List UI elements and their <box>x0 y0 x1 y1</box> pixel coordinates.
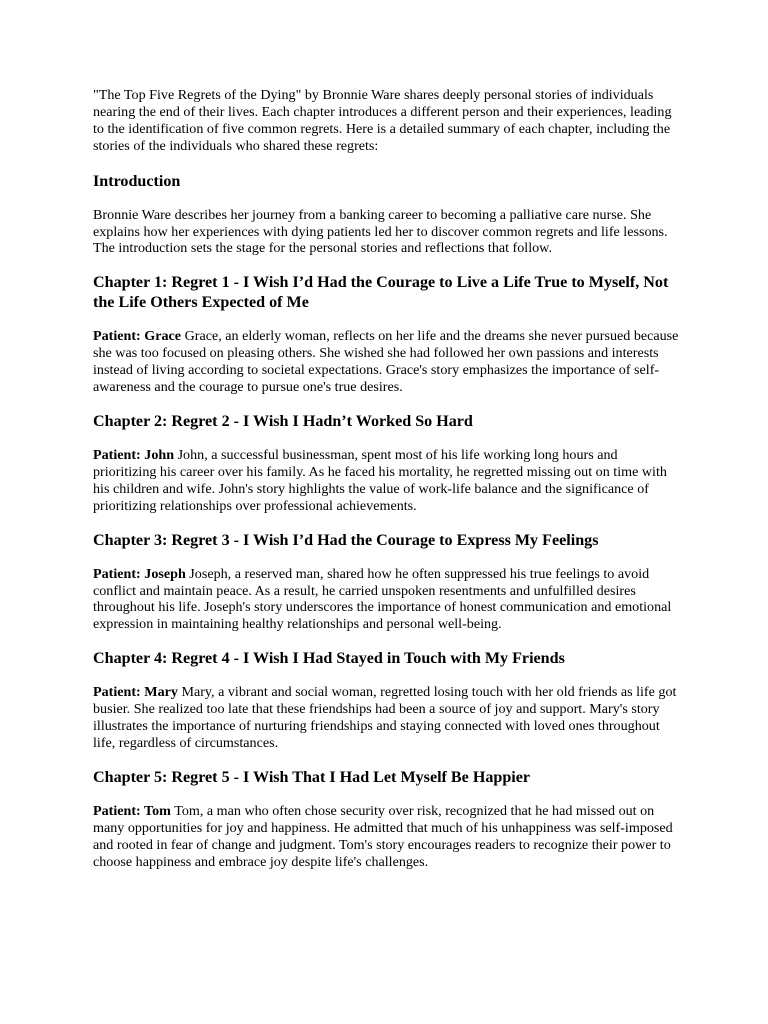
chapter-5-paragraph <box>93 803 679 871</box>
chapter-1-patient-label: Patient: Grace <box>93 328 182 345</box>
chapter-2-paragraph <box>93 447 679 515</box>
chapter-1-paragraph <box>93 328 679 396</box>
chapter-3-text: Joseph, a reserved man, shared how he often suppressed his true feelings to avoid conflict and maintain peace. As a result, he carried unspoken resentments and unfulfilled desires throughout his life. Joseph's story underscores the importance of honest communication and emotional expression in maintaining healthy relationships and personal well-being. <box>93 565 672 633</box>
chapter-4-paragraph <box>93 684 679 752</box>
introduction-paragraph: Bronnie Ware describes her journey from a banking career to becoming a palliative care nurse. She explains how her experiences with dying patients led her to discover common regrets and life lessons. The introduction sets the stage for the personal stories and reflections that follow. <box>93 206 668 257</box>
chapter-3-patient-label: Patient: Joseph <box>93 565 186 582</box>
chapter-1-text: Grace, an elderly woman, reflects on her life and the dreams she never pursued because she was too focused on pleasing others. She wished she had followed her own passions and interests instead of living according to societal expectations. Grace's story emphasizes the importance of self-awareness and the courage to pursue one's true desires. <box>93 328 679 396</box>
chapter-4-patient-label: Patient: Mary <box>93 684 178 701</box>
chapter-4-text: Mary, a vibrant and social woman, regretted losing touch with her old friends as life got busier. She realized too late that these friendships had been a source of joy and support. Mary's story illustrates the importance of nurturing friendships and staying connected with loved ones throughout life, regardless of circumstances. <box>93 684 677 751</box>
chapter-2-text: John, a successful businessman, spent most of his life working long hours and prioritizing his career over his family. As he faced his mortality, he regretted missing out on time with his children and wife. John's story highlights the value of work-life balance and the significance of prioritizing relationships over professional achievements. <box>93 446 667 514</box>
intro-paragraph: "The Top Five Regrets of the Dying" by Bronnie Ware shares deeply personal stories of individuals nearing the end of their lives. Each chapter introduces a different person and their experiences, leading to the identification of five common regrets. Here is a detailed summary of each chapter, including the stories of the individuals who shared these regrets: <box>93 87 672 154</box>
chapter-5-heading: Chapter 5: Regret 5 - I Wish That I Had Let Myself Be Happier <box>93 768 531 786</box>
chapter-2-heading: Chapter 2: Regret 2 - I Wish I Hadn’t Worked So Hard <box>93 412 473 430</box>
chapter-1-heading: Chapter 1: Regret 1 - I Wish I’d Had the Courage to Live a Life True to Myself, Not the Life Others Expected of Me <box>93 274 669 312</box>
chapter-4-heading: Chapter 4: Regret 4 - I Wish I Had Stayed in Touch with My Friends <box>93 650 565 668</box>
chapter-3-heading: Chapter 3: Regret 3 - I Wish I’d Had the Courage to Express My Feelings <box>93 531 599 549</box>
chapter-5-patient-label: Patient: Tom <box>93 802 171 819</box>
chapter-2-patient-label: Patient: John <box>93 446 175 463</box>
chapter-3-paragraph <box>93 566 679 634</box>
chapter-5-text: Tom, a man who often chose security over risk, recognized that he had missed out on many opportunities for joy and happiness. He admitted that much of his unhappiness was self-imposed and rooted in fear of change and judgment. Tom's story encourages readers to recognize their power to choose happiness and embrace joy despite life's challenges. <box>93 802 673 870</box>
document-page <box>93 87 679 886</box>
introduction-heading: Introduction <box>93 172 181 190</box>
